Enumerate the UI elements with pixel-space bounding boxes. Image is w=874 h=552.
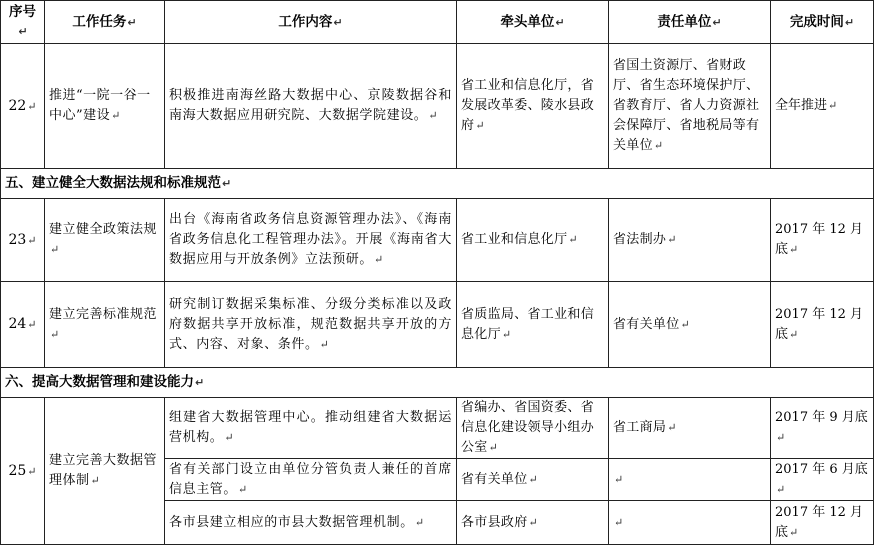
- paragraph-mark-icon: ↵: [568, 233, 578, 246]
- paragraph-mark-icon: ↵: [776, 431, 786, 444]
- deadline-cell: 全年推进↵: [771, 44, 874, 169]
- paragraph-mark-icon: ↵: [127, 15, 137, 29]
- deadline-cell: 2017 年 9 月底↵: [771, 398, 874, 459]
- paragraph-mark-icon: ↵: [374, 253, 384, 266]
- task-cell: 建立健全政策法规↵: [45, 199, 165, 282]
- paragraph-mark-icon: ↵: [195, 376, 205, 389]
- paragraph-mark-icon: ↵: [712, 15, 722, 29]
- paragraph-mark-icon: ↵: [667, 233, 677, 246]
- section-title: 五、建立健全大数据法规和标准规范↵: [1, 169, 874, 199]
- paragraph-mark-icon: ↵: [238, 482, 248, 496]
- task-cell: 建立完善大数据管理体制↵: [45, 398, 165, 545]
- paragraph-mark-icon: ↵: [680, 317, 691, 331]
- paragraph-mark-icon: ↵: [555, 15, 565, 29]
- paragraph-mark-icon: ↵: [501, 327, 512, 341]
- paragraph-mark-icon: ↵: [789, 327, 799, 341]
- content-cell: 组建省大数据管理中心。推动组建省大数据运营机构。↵: [165, 398, 457, 459]
- paragraph-mark-icon: ↵: [319, 337, 330, 351]
- paragraph-mark-icon: ↵: [27, 464, 37, 478]
- lead-unit-cell: 省质监局、省工业和信息化厅↵: [457, 282, 609, 368]
- paragraph-mark-icon: ↵: [653, 139, 664, 152]
- table-row: [1, 398, 874, 459]
- lead-unit-cell: 各市县政府↵: [457, 501, 609, 545]
- paragraph-mark-icon: ↵: [528, 472, 539, 486]
- responsible-unit-cell: [609, 459, 771, 501]
- task-cell: 推进“一院一谷一中心”建设↵: [45, 44, 165, 169]
- paragraph-mark-icon: ↵: [90, 474, 101, 487]
- paragraph-mark-icon: ↵: [111, 109, 121, 122]
- lead-unit-cell: 省有关单位↵: [457, 459, 609, 501]
- table-row: [1, 282, 874, 368]
- paragraph-mark-icon: ↵: [333, 15, 343, 29]
- table-row: [1, 199, 874, 282]
- paragraph-mark-icon: ↵: [828, 99, 838, 112]
- deadline-cell: 2017 年 12 月底↵: [771, 199, 874, 282]
- paragraph-mark-icon: ↵: [428, 109, 439, 122]
- content-cell: 出台《海南省政务信息资源管理办法》、《海南省政务信息化工程管理办法》。开展《海南省大数据应用与开放条例》立法预研。↵: [165, 199, 457, 282]
- section-title: 六、提高大数据管理和建设能力↵: [1, 368, 874, 398]
- responsible-unit-cell: 省有关单位↵: [609, 282, 771, 368]
- header-lead: 牵头单位↵: [457, 1, 609, 44]
- paragraph-mark-icon: ↵: [414, 515, 425, 529]
- table-header-row: [1, 1, 874, 44]
- responsible-unit-cell: 省法制办↵: [609, 199, 771, 282]
- deadline-cell: 2017 年 12 月底↵: [771, 501, 874, 545]
- content-cell: 研究制订数据采集标准、分级分类标准以及政府数据共享开放标准，规范数据共享开放的方式、内容、对象、条件。↵: [165, 282, 457, 368]
- header-content: 工作内容↵: [165, 1, 457, 44]
- header-task: 工作任务↵: [45, 1, 165, 44]
- deadline-cell: 2017 年 6 月底↵: [771, 459, 874, 501]
- content-cell: 积极推进南海丝路大数据中心、京陵数据谷和南海大数据应用研究院、大数据学院建设。↵: [165, 44, 457, 169]
- responsible-unit-cell: 省工商局↵: [609, 398, 771, 459]
- paragraph-mark-icon: ↵: [27, 99, 37, 113]
- paragraph-mark-icon: ↵: [776, 482, 786, 496]
- table-row: [1, 44, 874, 169]
- paragraph-mark-icon: ↵: [50, 327, 60, 341]
- paragraph-mark-icon: ↵: [475, 119, 485, 132]
- content-cell: 各市县建立相应的市县大数据管理机制。↵: [165, 501, 457, 545]
- deadline-cell: 2017 年 12 月底↵: [771, 282, 874, 368]
- section-row: [1, 368, 874, 398]
- paragraph-mark-icon: ↵: [27, 318, 37, 331]
- paragraph-mark-icon: ↵: [528, 515, 539, 529]
- lead-unit-cell: 省编办、省国资委、省信息化建设领导小组办公室↵: [457, 398, 609, 459]
- paragraph-mark-icon: ↵: [614, 472, 624, 486]
- row-number: 23↵: [1, 199, 45, 282]
- lead-unit-cell: 省工业和信息化厅↵: [457, 199, 609, 282]
- responsible-unit-cell: 省国土资源厅、省财政厅、省生态环境保护厅、省教育厅、省人力资源社会保障厅、省地税局等有关单位↵: [609, 44, 771, 169]
- section-row: [1, 169, 874, 199]
- header-seq: 序号↵: [1, 1, 45, 44]
- responsible-unit-cell: [609, 501, 771, 545]
- header-time: 完成时间↵: [771, 1, 874, 44]
- paragraph-mark-icon: ↵: [488, 441, 499, 454]
- content-cell: 省有关部门设立由单位分管负责人兼任的首席信息主管。↵: [165, 459, 457, 501]
- paragraph-mark-icon: ↵: [27, 233, 37, 247]
- header-resp: 责任单位↵: [609, 1, 771, 44]
- lead-unit-cell: 省工业和信息化厅，省发展改革委、陵水县政府↵: [457, 44, 609, 169]
- row-number: 22↵: [1, 44, 45, 169]
- paragraph-mark-icon: ↵: [789, 243, 799, 256]
- paragraph-mark-icon: ↵: [789, 525, 799, 539]
- row-number: 24↵: [1, 282, 45, 368]
- paragraph-mark-icon: ↵: [224, 431, 235, 444]
- paragraph-mark-icon: ↵: [667, 421, 677, 434]
- paragraph-mark-icon: ↵: [222, 177, 232, 190]
- paragraph-mark-icon: ↵: [614, 515, 624, 529]
- row-number: 25↵: [1, 398, 45, 545]
- task-cell: 建立完善标准规范↵: [45, 282, 165, 368]
- paragraph-mark-icon: ↵: [18, 25, 28, 38]
- paragraph-mark-icon: ↵: [844, 15, 855, 29]
- paragraph-mark-icon: ↵: [50, 243, 60, 256]
